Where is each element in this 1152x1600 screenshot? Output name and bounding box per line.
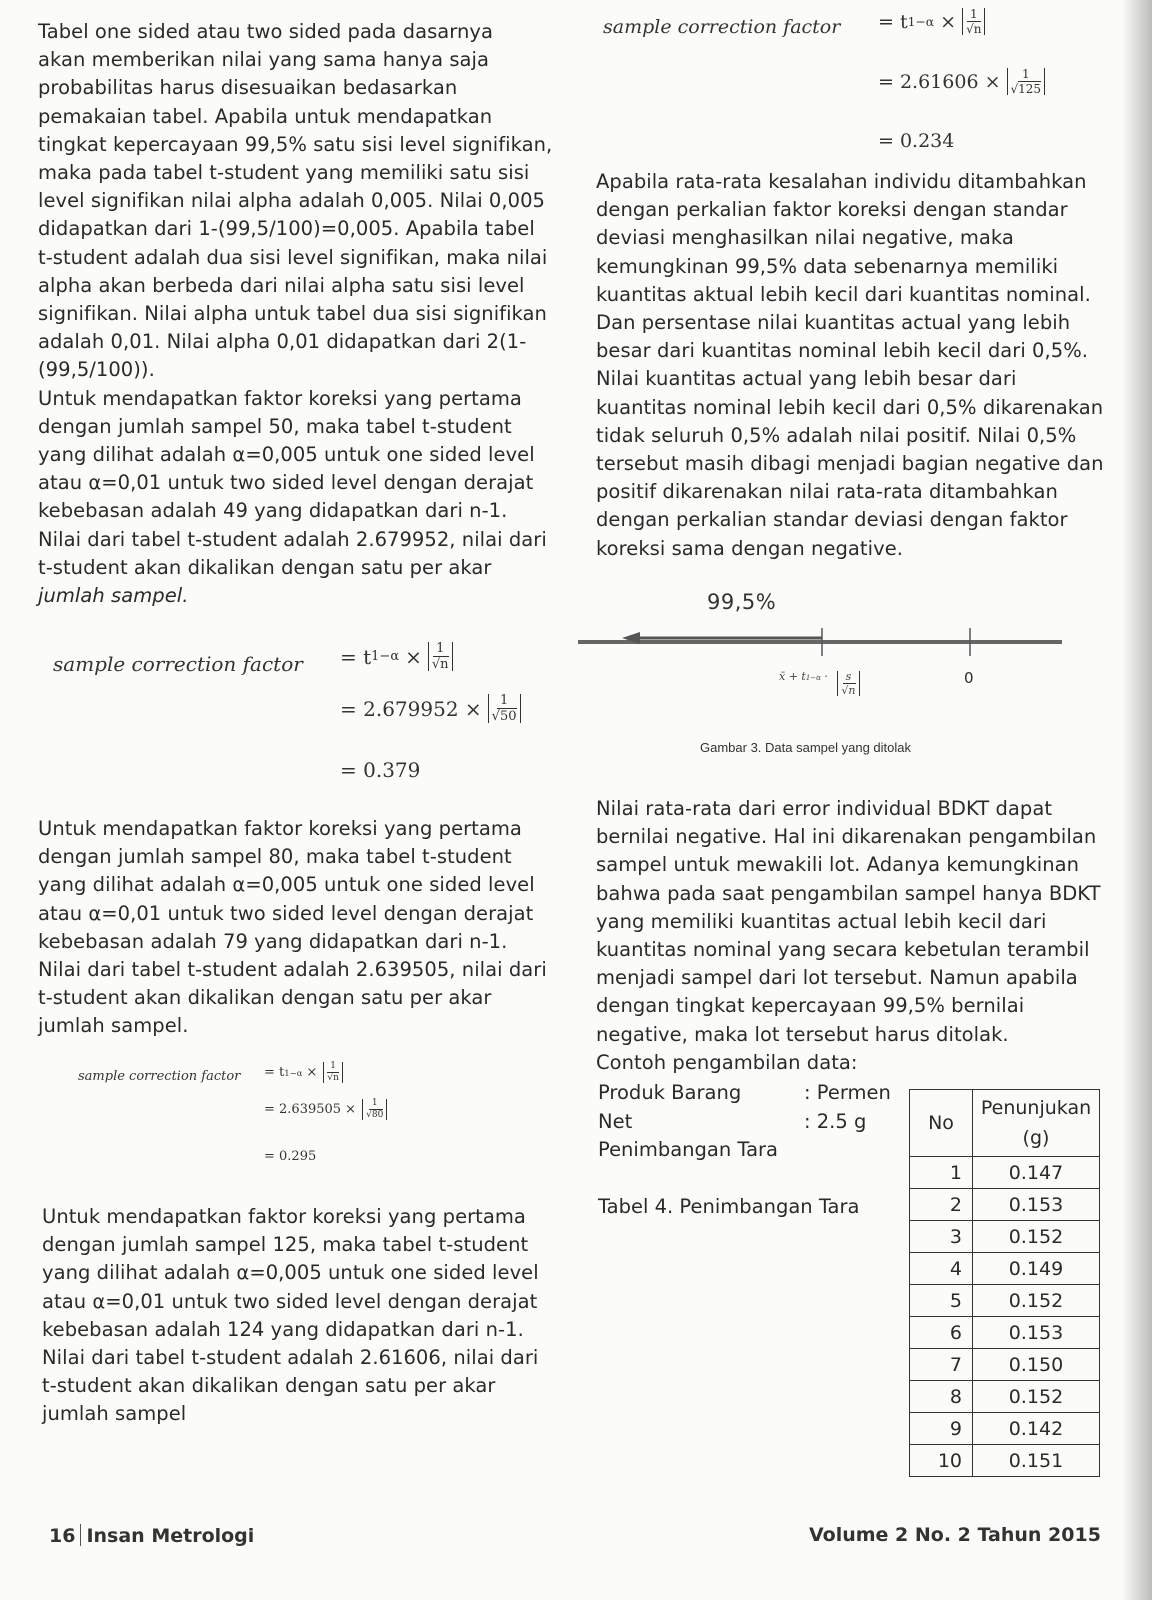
formula-subscript: 1−α xyxy=(907,14,935,29)
text-line: yang memiliki kuantitas actual lebih kecil dari xyxy=(596,909,1047,933)
text-line: Apabila rata-rata kesalahan individu ditambahkan xyxy=(596,170,1087,193)
paragraph-intro xyxy=(38,18,552,610)
formula-fraction: $\frac{1}{√80}$ xyxy=(362,1099,387,1120)
cell-penunjukan: 0.142 xyxy=(973,1413,1100,1445)
field-label: Penimbangan Tara xyxy=(598,1138,779,1161)
paragraph-negative-value xyxy=(596,168,1104,563)
formula-sample-125 xyxy=(603,7,1063,154)
cell-no: 4 xyxy=(910,1253,973,1285)
fraction-denominator: 125 xyxy=(1018,82,1042,96)
formula-fraction: $\frac{1}{√n}$ xyxy=(428,642,453,671)
text-line: didapatkan dari 1-(99,5/100)=0,005. Apabila tabel xyxy=(38,217,535,241)
text-line: kemungkinan 99,5% data sebenarnya memiliki xyxy=(596,254,1059,278)
fraction-denominator: 50 xyxy=(499,709,517,724)
text-line: menjadi sampel dari lot tersebut. Namun apabila xyxy=(596,966,1078,990)
formula-label: sample correction factor xyxy=(603,16,841,38)
formula-sample-80 xyxy=(78,1061,418,1175)
formula-eq: = t xyxy=(878,10,908,33)
cell-penunjukan: 0.153 xyxy=(973,1317,1100,1349)
text-line: sampel untuk mewakili lot. Adanya kemungkinan xyxy=(596,853,1080,877)
text-line: koreksi sama dengan negative. xyxy=(596,536,903,560)
text-line: Untuk mendapatkan faktor koreksi yang pertama xyxy=(38,386,522,410)
formula-fraction: $\frac{s}{√n}$ xyxy=(837,671,859,696)
cell-penunjukan: 0.153 xyxy=(973,1189,1100,1221)
text-line: t-student adalah dua sisi level signifikan, maka nilai xyxy=(38,245,548,269)
text-line: akan memberikan nilai yang sama hanya saja xyxy=(38,48,490,72)
cell-penunjukan: 0.152 xyxy=(973,1221,1100,1253)
text-line: kebebasan adalah 79 yang didapatkan dari n-1. xyxy=(38,929,508,953)
text-line: deviasi menghasilkan nilai negative, maka xyxy=(596,226,1014,250)
cell-no: 9 xyxy=(910,1413,973,1445)
text-line: Contoh pengambilan data: xyxy=(596,1050,858,1074)
formula-line-2 xyxy=(264,1099,387,1120)
formula-subscript: 1−α xyxy=(805,674,821,682)
text-line: atau α=0,01 untuk two sided level dengan derajat xyxy=(42,1289,538,1313)
text-line: Nilai rata-rata dari error individual BDKT dapat xyxy=(596,797,1053,820)
cell-no: 6 xyxy=(910,1317,973,1349)
footer-divider xyxy=(80,1524,81,1546)
text-line: jumlah sampel xyxy=(42,1402,187,1426)
text-line: dengan jumlah sampel 50, maka tabel t-student xyxy=(38,414,512,438)
text-line: Untuk mendapatkan faktor koreksi yang pertama xyxy=(42,1205,526,1228)
fraction-numerator: 1 xyxy=(327,1062,339,1073)
text-line: t-student akan dikalikan dengan satu per akar xyxy=(38,986,492,1010)
text-line: yang dilihat adalah α=0,005 untuk one sided level xyxy=(38,443,535,467)
text-line: atau α=0,01 untuk two sided level dengan derajat xyxy=(38,471,534,495)
text-line: (99,5/100)). xyxy=(38,358,155,382)
text-line: yang dilihat adalah α=0,005 untuk one sided level xyxy=(38,873,535,897)
table-row xyxy=(910,1253,1100,1285)
text-line: pemakaian tabel. Apabila untuk mendapatkan xyxy=(38,104,493,128)
formula-eq: = t xyxy=(340,644,372,669)
formula-subscript: 1−α xyxy=(371,649,400,664)
text-line: kebebasan adalah 124 yang didapatkan dari n-1. xyxy=(42,1317,524,1341)
field-value: : 2.5 g xyxy=(804,1109,867,1133)
fraction-denominator: n xyxy=(848,684,856,697)
page-edge-shadow xyxy=(1122,0,1152,1600)
fraction-numerator: 1 xyxy=(497,694,511,709)
cell-no: 1 xyxy=(910,1157,973,1189)
text-line: maka pada tabel t-student yang memiliki satu sisi xyxy=(38,161,530,185)
text-line: jumlah sampel. xyxy=(38,1014,189,1038)
cell-penunjukan: 0.150 xyxy=(973,1349,1100,1381)
formula-times: × xyxy=(940,10,957,33)
text-line: tersebut masih dibagi menjadi bagian negative dan xyxy=(596,452,1104,476)
text-line: kuantitas nominal lebih kecil dari 0,5% dikarenakan xyxy=(596,395,1104,419)
text-line: positif dikarenakan nilai rata-rata ditambahkan xyxy=(596,480,1058,504)
text-line: probabilitas harus disesuaikan bedasarkan xyxy=(38,76,458,100)
text-line: Untuk mendapatkan faktor koreksi yang pertama xyxy=(38,817,522,840)
page-number: 16 xyxy=(49,1525,76,1547)
text-line: bernilai negative. Hal ini dikarenakan pengambilan xyxy=(596,825,1097,849)
text-line: tidak seluruh 0,5% adalah nilai positif. Nilai 0,5% xyxy=(596,423,1077,447)
table-row xyxy=(910,1189,1100,1221)
text-line: t-student akan dikalikan dengan satu per akar xyxy=(38,555,492,579)
table-row xyxy=(910,1221,1100,1253)
cell-penunjukan: 0.149 xyxy=(973,1253,1100,1285)
cell-penunjukan: 0.151 xyxy=(973,1445,1100,1477)
fraction-denominator: 80 xyxy=(371,1110,384,1120)
cell-no: 3 xyxy=(910,1221,973,1253)
text-line: dengan jumlah sampel 125, maka tabel t-student xyxy=(42,1233,529,1257)
fraction-numerator: 1 xyxy=(433,642,447,657)
text-line: kebebasan adalah 49 yang didapatkan dari n-1. xyxy=(38,499,508,523)
text-line: negative, maka lot tersebut harus ditolak. xyxy=(596,1022,1009,1046)
formula-eq: = 2.679952 × xyxy=(340,696,482,721)
text-line: kuantitas nominal yang secara kebetulan terambil xyxy=(596,938,1090,962)
table-row xyxy=(910,1349,1100,1381)
formula-fraction: $\frac{1}{√50}$ xyxy=(488,694,521,723)
cell-no: 2 xyxy=(910,1189,973,1221)
cell-no: 5 xyxy=(910,1285,973,1317)
formula-line-1 xyxy=(264,1062,343,1083)
formula-line-3: = 0.379 xyxy=(340,758,421,782)
formula-line-2 xyxy=(340,694,521,723)
figure-percent-label: 99,5% xyxy=(707,590,777,614)
formula-times: × xyxy=(405,644,422,669)
paragraph-sample-125 xyxy=(42,1203,539,1429)
table-row xyxy=(910,1317,1100,1349)
formula-sample-50 xyxy=(53,641,573,798)
formula-eq: = t xyxy=(264,1065,285,1080)
figure-threshold-formula: x̄ + t1−α · $\frac{s}{√n}$ xyxy=(779,670,860,696)
text-line: Nilai kuantitas actual yang lebih besar dari xyxy=(596,367,1017,391)
formula-line-2 xyxy=(878,68,1045,95)
fraction-denominator: n xyxy=(973,22,982,36)
cell-no: 7 xyxy=(910,1349,973,1381)
fraction-numerator: 1 xyxy=(369,1099,381,1110)
fraction-denominator: n xyxy=(440,657,449,672)
text-line: Tabel one sided atau two sided pada dasarnya xyxy=(38,20,494,43)
table-row xyxy=(910,1381,1100,1413)
cell-no: 8 xyxy=(910,1381,973,1413)
text-line: Nilai dari tabel t-student adalah 2.679952, nilai dari xyxy=(38,527,547,551)
text-line: dengan jumlah sampel 80, maka tabel t-student xyxy=(38,845,512,869)
fraction-numerator: 1 xyxy=(967,8,981,22)
table-row xyxy=(910,1413,1100,1445)
formula-fraction: $\frac{1}{√125}$ xyxy=(1007,68,1046,95)
field-value: : Permen xyxy=(804,1081,891,1104)
text-line: Nilai dari tabel t-student adalah 2.639505, nilai dari xyxy=(38,958,547,982)
formula-fraction: $\frac{1}{√n}$ xyxy=(323,1062,343,1083)
formula-eq: = 2.61606 × xyxy=(878,70,1001,93)
text-line: Dan persentase nilai kuantitas actual yang lebih xyxy=(596,311,1071,335)
cell-penunjukan: 0.152 xyxy=(973,1285,1100,1317)
formula-line-3: = 0.295 xyxy=(264,1149,317,1164)
text-line: jumlah sampel. xyxy=(38,584,189,608)
formula-label: sample correction factor xyxy=(53,652,303,676)
figure-number-line xyxy=(578,626,1068,666)
footer-volume: Volume 2 No. 2 Tahun 2015 xyxy=(809,1524,1101,1546)
text-line: Nilai dari tabel t-student adalah 2.61606, nilai dari xyxy=(42,1346,539,1370)
figure-caption: Gambar 3. Data sampel yang ditolak xyxy=(700,740,911,755)
formula-xbar: x̄ + t xyxy=(779,670,806,683)
footer-left xyxy=(49,1524,254,1547)
text-line: level signifikan nilai alpha adalah 0,005. Nilai 0,005 xyxy=(38,189,545,213)
fraction-denominator: n xyxy=(333,1073,339,1083)
fraction-numerator: 1 xyxy=(1019,68,1033,82)
text-line: dengan tingkat kepercayaan 99,5% bernilai xyxy=(596,994,1025,1018)
formula-fraction: $\frac{1}{√n}$ xyxy=(962,8,985,35)
fraction-numerator: s xyxy=(843,671,855,684)
cell-penunjukan: 0.147 xyxy=(973,1157,1100,1189)
tara-table xyxy=(909,1089,1100,1477)
cell-no: 10 xyxy=(910,1445,973,1477)
text-line: adalah 0,01. Nilai alpha 0,01 didapatkan dari 2(1- xyxy=(38,330,527,354)
text-line: signifikan. Nilai alpha untuk tabel dua sisi signifikan xyxy=(38,302,547,326)
text-line: tingkat kepercayaan 99,5% satu sisi level signifikan, xyxy=(38,132,553,156)
text-line: yang dilihat adalah α=0,005 untuk one sided level xyxy=(42,1261,539,1285)
formula-label: sample correction factor xyxy=(78,1069,241,1084)
text-line: besar dari kuantitas nominal lebih kecil dari 0,5%. xyxy=(596,339,1089,363)
header-line-2: (g) xyxy=(1022,1127,1050,1149)
figure-zero-label: 0 xyxy=(964,669,974,687)
header-line-1: Penunjukan xyxy=(980,1097,1092,1119)
formula-line-1 xyxy=(340,642,453,671)
magazine-name: Insan Metrologi xyxy=(86,1525,255,1547)
text-line: t-student akan dikalikan dengan satu per akar xyxy=(42,1374,496,1398)
field-label: Produk Barang xyxy=(598,1081,742,1104)
col-header-penunjukan xyxy=(973,1090,1100,1157)
table-row xyxy=(910,1157,1100,1189)
text-line: dengan perkalian standar deviasi dengan faktor xyxy=(596,508,1068,532)
formula-subscript: 1−α xyxy=(284,1067,303,1078)
cell-penunjukan: 0.152 xyxy=(973,1381,1100,1413)
formula-line-3: = 0.234 xyxy=(878,130,955,152)
paragraph-sampling xyxy=(596,795,1101,1077)
table-caption: Tabel 4. Penimbangan Tara xyxy=(598,1195,860,1218)
col-header-no: No xyxy=(910,1090,973,1157)
formula-line-1 xyxy=(878,8,985,35)
text-line: bahwa pada saat pengambilan sampel hanya BDKT xyxy=(596,881,1101,905)
text-line: kuantitas aktual lebih kecil dari kuantitas nominal. xyxy=(596,282,1091,306)
table-row xyxy=(910,1445,1100,1477)
text-line: atau α=0,01 untuk two sided level dengan derajat xyxy=(38,901,534,925)
table-row xyxy=(910,1285,1100,1317)
formula-times: × xyxy=(306,1065,318,1080)
paragraph-sample-80 xyxy=(38,815,547,1041)
formula-eq: = 2.639505 × xyxy=(264,1102,357,1117)
text-line: alpha akan berbeda dari nilai alpha satu sisi level xyxy=(38,273,525,297)
field-label: Net xyxy=(598,1109,633,1133)
text-line: dengan perkalian faktor koreksi dengan standar xyxy=(596,198,1068,222)
